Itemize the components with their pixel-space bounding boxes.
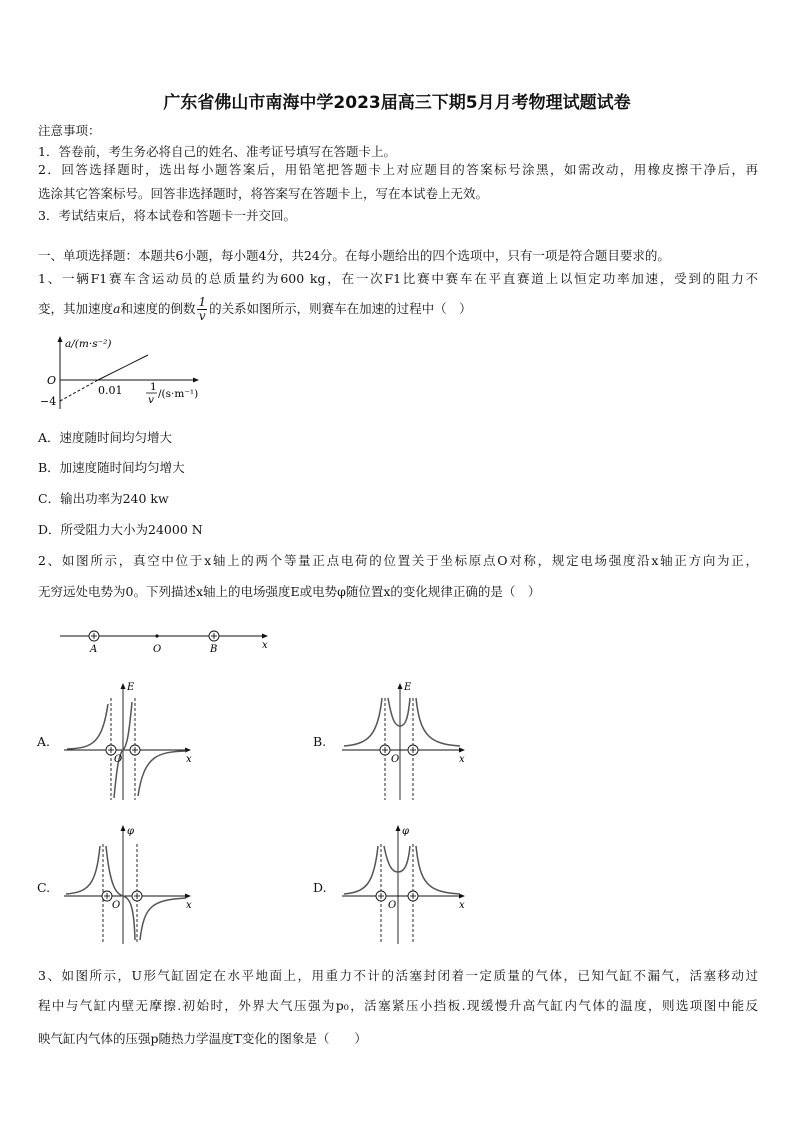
- q1-y-label: a/(m·s⁻²): [65, 338, 112, 350]
- q1-option-c: C．输出功率为240 kw: [38, 491, 169, 506]
- notice-item-3: 3．考试结束后，将本试卷和答题卡一并交回。: [38, 208, 296, 223]
- notice-heading: 注意事项：: [38, 123, 101, 138]
- graph-c-y-arrow: [121, 825, 126, 831]
- graph-b-origin: O: [391, 754, 400, 765]
- graph-c-origin: O: [112, 900, 121, 911]
- graph-b-curve-2: [388, 698, 410, 726]
- notice-item-2-line-1: 2．回答选择题时，选出每小题答案后，用铅笔把答题卡上对应题目的答案标号涂黑，如需改动，用橡皮擦干净后，再: [38, 162, 758, 177]
- graph-b-x-arrow: [459, 748, 465, 753]
- question-3-text-2: 程中与气缸内壁无摩擦.初始时，外界大气压强为p₀，活塞紧压小挡板.现缓慢升高气缸内气体的温度，则选项图中能反: [38, 998, 758, 1013]
- notice-item-1: 1．答卷前，考生务必将自己的姓名、准考证号填写在答题卡上。: [38, 144, 396, 159]
- graph-d-curve-1: [344, 846, 378, 894]
- q2-option-d-label: D.: [313, 880, 327, 895]
- graph-d-charge-left: [376, 891, 386, 901]
- graph-d-y-label: φ: [402, 826, 410, 837]
- origin-point: [155, 634, 158, 637]
- q1-solid-line: [98, 355, 148, 380]
- graph-b-curve-1: [344, 698, 382, 746]
- graph-d-x-label: x: [459, 900, 465, 911]
- q1-x-arrow: [193, 378, 199, 383]
- question-3-line-3: 映气缸内气体的压强p随热力学温度T变化的图象是（ ）: [38, 1031, 367, 1046]
- q2-graph-b: [340, 680, 470, 802]
- graph-b-y-arrow: [398, 683, 403, 689]
- charge-axis-arrow: [262, 634, 268, 639]
- q1-fraction: [197, 296, 207, 323]
- q2-graph-a: [62, 680, 202, 802]
- graph-c-x-label: x: [186, 900, 192, 911]
- graph-c-charge-right: [132, 891, 142, 901]
- label-A: A: [90, 644, 98, 655]
- q2-charge-axis: [56, 624, 276, 656]
- q1-graph: [36, 333, 216, 413]
- notice-item-2: [38, 158, 758, 182]
- question-1-text-1: 1、一辆F1赛车含运动员的总质量约为600 kg，在一次F1比赛中赛车在平直赛道上以恒定功率加速，受到的阻力不: [38, 271, 758, 286]
- question-1-line-1: [38, 267, 758, 291]
- graph-d-origin: O: [388, 900, 397, 911]
- q1-y-arrow: [58, 336, 63, 342]
- graph-b-charge-left: [380, 745, 390, 755]
- q1-dashed-line: [60, 380, 98, 401]
- label-B: B: [210, 644, 218, 655]
- q1-x-tick: 0.01: [98, 384, 123, 397]
- charge-B: [209, 631, 219, 641]
- page-title: 广东省佛山市南海中学2023届高三下期5月月考物理试题试卷: [163, 93, 631, 113]
- q1-text-b: 和速度的倒数: [120, 301, 196, 316]
- graph-a-y-label: E: [127, 682, 135, 693]
- q2-option-b-label: B.: [313, 734, 327, 749]
- q1-text-a: 变，其加速度: [38, 301, 114, 316]
- charge-A: [89, 631, 99, 641]
- graph-c-curve-3: [140, 898, 186, 940]
- graph-c-y-label: φ: [127, 826, 135, 837]
- question-2-line-2: 无穷远处电势为0。下列描述x轴上的电场强度E或电势φ随位置x的变化规律正确的是（ ）: [38, 584, 541, 599]
- graph-b-curve-3: [416, 698, 460, 746]
- question-3-line-2: [38, 994, 758, 1018]
- label-O: O: [153, 644, 162, 655]
- q1-option-d: D．所受阻力大小为24000 N: [38, 522, 203, 537]
- q1-frac-num: 1: [198, 295, 207, 309]
- q2-option-c-label: C.: [37, 880, 51, 895]
- graph-a-charge-right: [130, 745, 140, 755]
- graph-a-y-arrow: [121, 683, 126, 689]
- q2-option-a-label: A.: [37, 734, 51, 749]
- question-3-line-1: [38, 964, 758, 988]
- q1-origin: O: [47, 374, 57, 387]
- graph-a-x-label: x: [186, 754, 192, 765]
- graph-b-charge-right: [408, 745, 418, 755]
- graph-c-curve-1: [66, 846, 100, 894]
- q1-option-b: B．加速度随时间均匀增大: [38, 460, 185, 475]
- q1-frac-den: v: [198, 309, 206, 323]
- q1-var-a: a: [113, 301, 121, 316]
- section-1-heading: 一、单项选择题：本题共6小题，每小题4分，共24分。在每小题给出的四个选项中，只有一项是符合题目要求的。: [38, 248, 670, 263]
- question-1-line-2: [38, 296, 472, 323]
- question-2-text-1: 2、如图所示，真空中位于x轴上的两个等量正点电荷的位置关于坐标原点O对称，规定电场强度沿x轴正方向为正，: [38, 553, 758, 568]
- notice-item-2-line-2: 选涂其它答案标号。回答非选择题时，将答案写在答题卡上，写在本试卷上无效。: [38, 186, 489, 201]
- graph-d-curve-3: [416, 846, 460, 894]
- graph-a-curve-3: [138, 751, 186, 796]
- graph-d-charge-right: [408, 891, 418, 901]
- question-3-text-1: 3、如图所示，U形气缸固定在水平地面上，用重力不计的活塞封闭着一定质量的气体，已知气缸不漏气，活塞移动过: [38, 968, 758, 983]
- q2-graph-d: [340, 822, 470, 948]
- graph-c-charge-left: [102, 891, 112, 901]
- graph-b-y-label: E: [404, 682, 412, 693]
- graph-b-x-label: x: [459, 754, 465, 765]
- q2-graph-c: [62, 822, 202, 948]
- q1-option-a: A．速度随时间均匀增大: [38, 430, 173, 445]
- q1-text-c: 的关系如图所示，则赛车在加速的过程中（ ）: [209, 301, 472, 316]
- question-2-line-1: [38, 549, 758, 573]
- label-x: x: [262, 640, 268, 651]
- graph-d-y-arrow: [396, 825, 401, 831]
- q1-y-tick: −4: [40, 395, 57, 408]
- graph-a-origin: O: [114, 754, 123, 765]
- q1-x-label-unit: /(s·m⁻¹): [158, 388, 199, 400]
- graph-d-curve-2: [384, 846, 410, 872]
- graph-a-curve-1: [67, 704, 108, 749]
- q1-x-label-num: 1: [150, 381, 157, 393]
- q1-x-label-den: v: [148, 394, 154, 406]
